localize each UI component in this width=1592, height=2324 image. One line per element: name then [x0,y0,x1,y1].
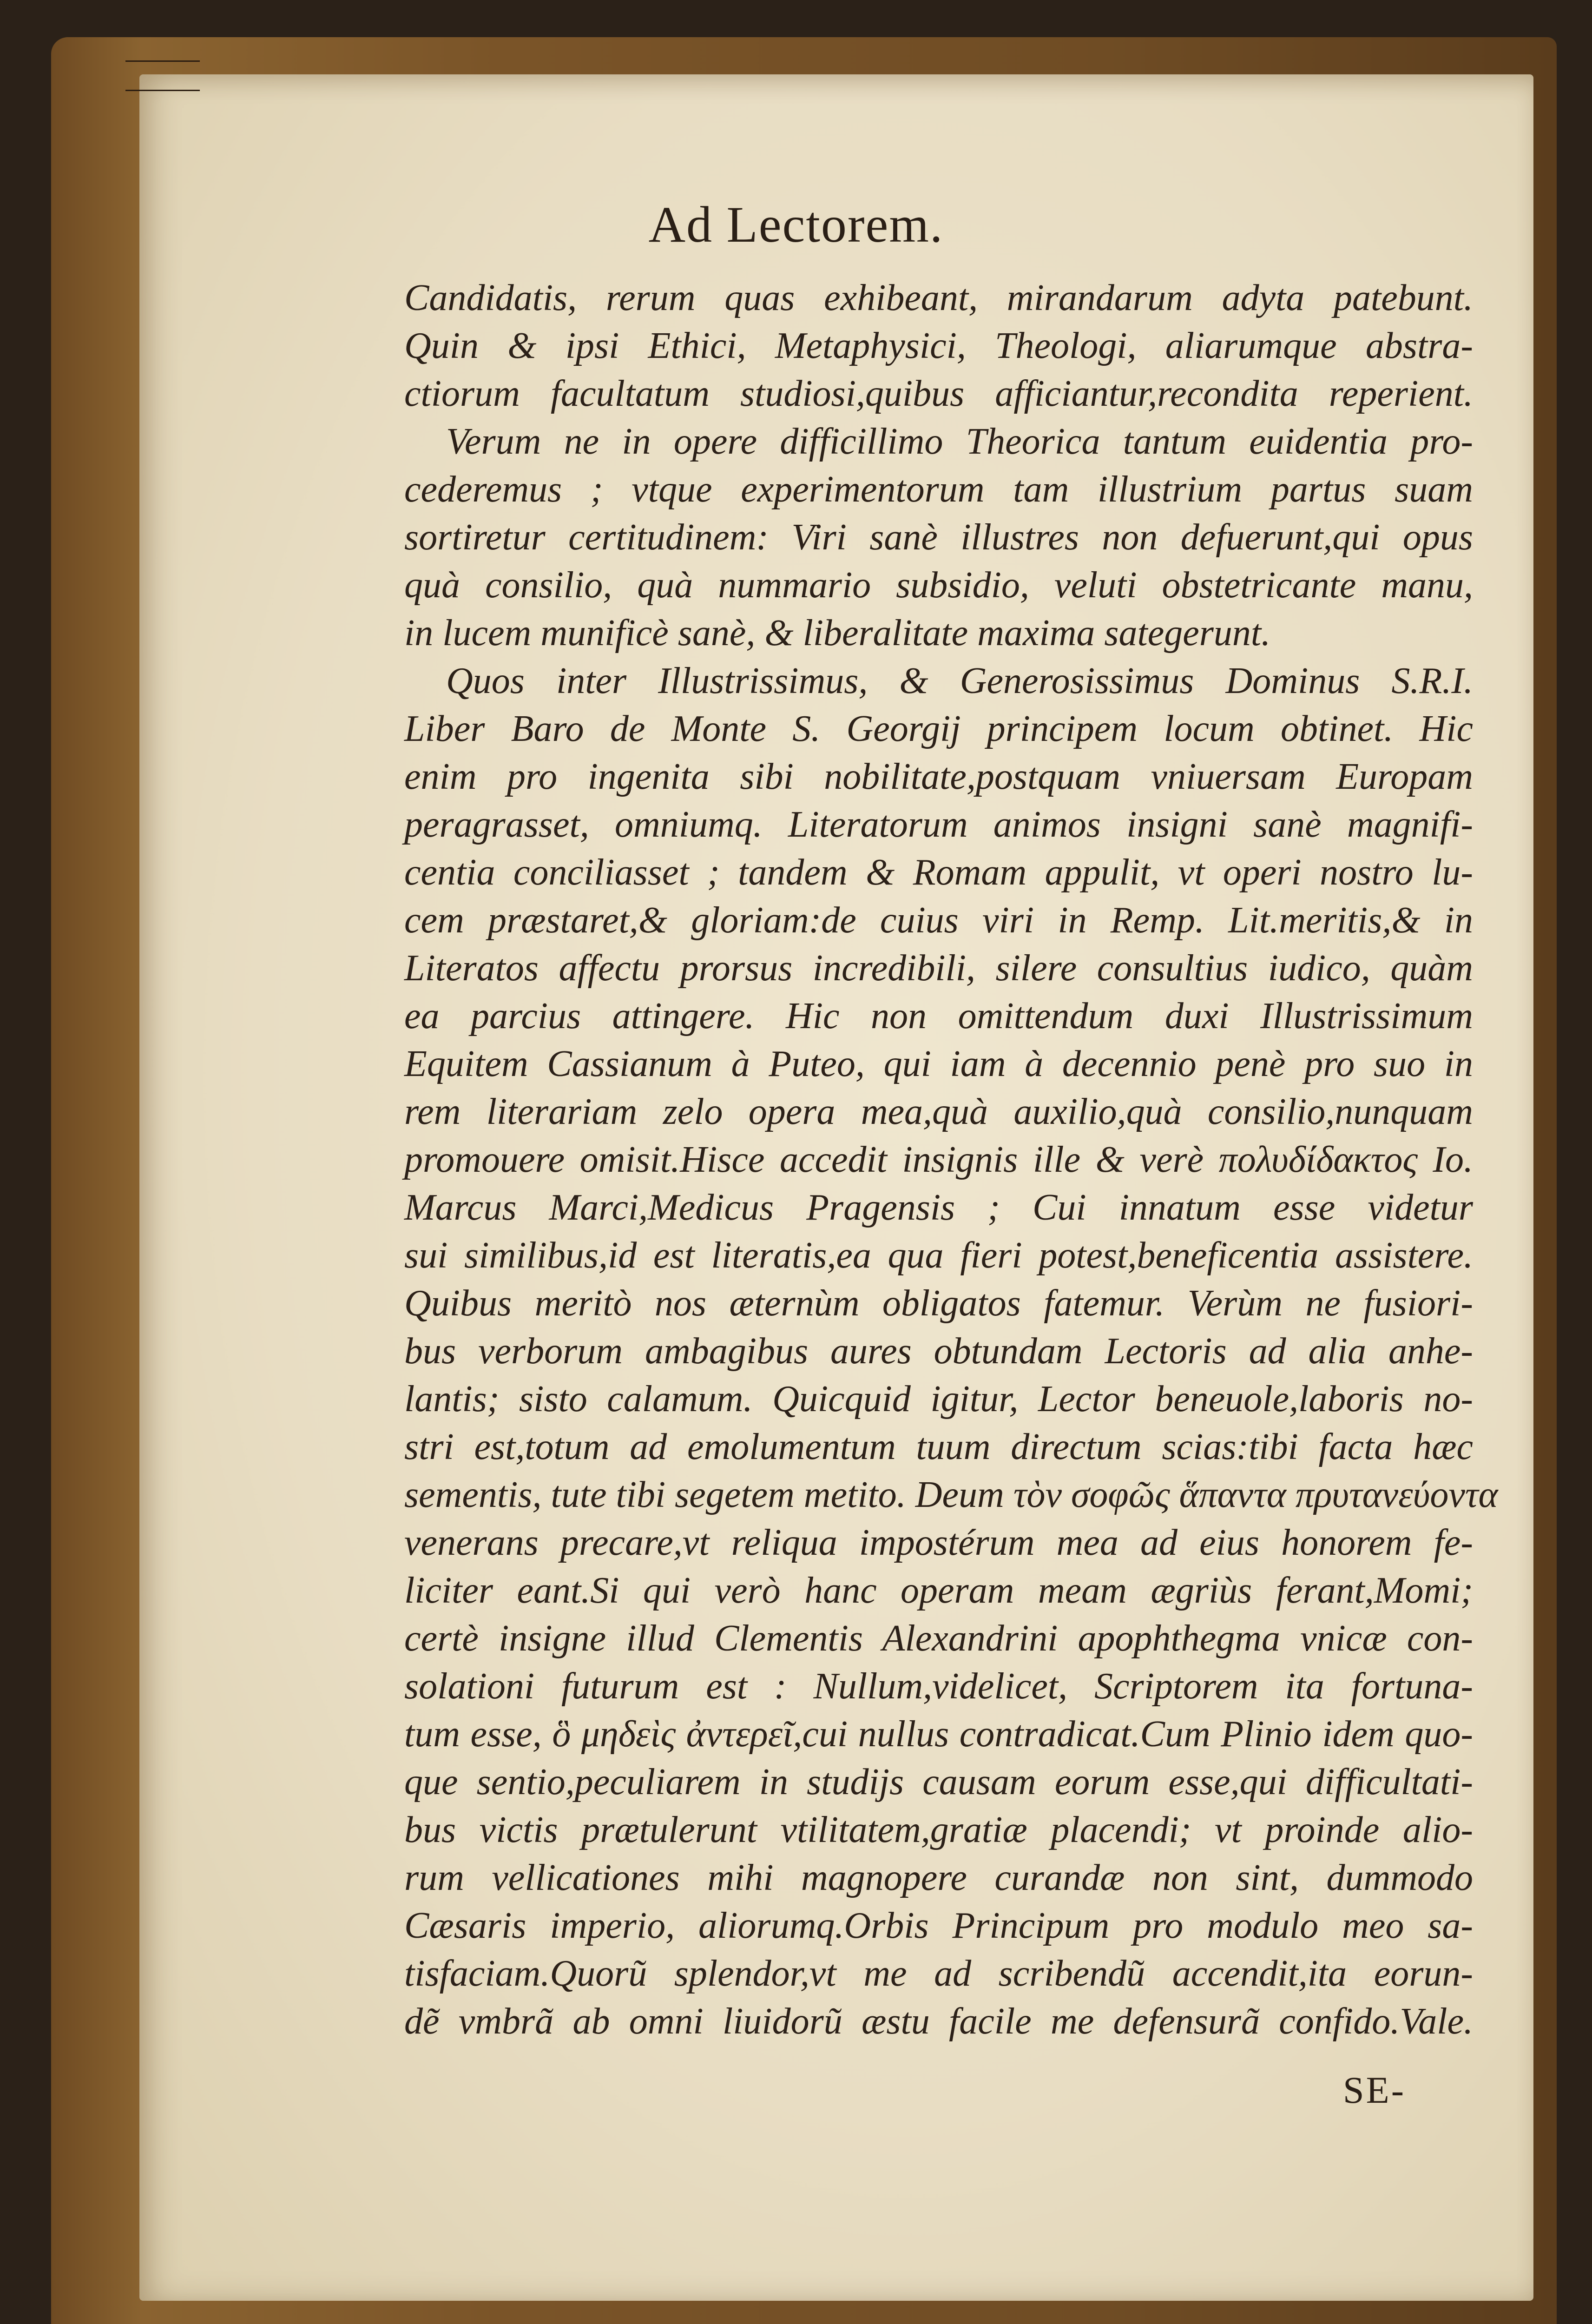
text-line: cem præstaret,& gloriam:de cuius viri in Remp. Lit.meritis,& in [404,900,1473,941]
text-line: Quin & ipsi Ethici, Metaphysici, Theologi, aliarumque abstra- [404,325,1473,366]
text-line: liciter eant.Si qui verò hanc operam meam ægriùs ferant,Momi; [404,1570,1473,1611]
text-line: bus victis prætulerunt vtilitatem,gratiæ placendi; vt proinde alio- [404,1809,1473,1850]
text-line: promouere omisit.Hisce accedit insignis ille & verè πολυδίδακτος Io. [404,1139,1473,1180]
text-line: Literatos affectu prorsus incredibili, silere consultius iudico, quàm [404,948,1473,989]
text-line: quà consilio, quà nummario subsidio, veluti obstetricante manu, [404,565,1473,606]
text-line: Quibus meritò nos æternùm obligatos fatemur. Verùm ne fusiori- [404,1283,1473,1324]
text-line: Marcus Marci,Medicus Pragensis ; Cui innatum esse videtur [404,1187,1473,1228]
text-line: cederemus ; vtque experimentorum tam illustrium partus suam [404,469,1473,510]
text-line: ea parcius attingere. Hic non omittendum duxi Illustrissimum [404,996,1473,1037]
text-line: Liber Baro de Monte S. Georgij principem locum obtinet. Hic [404,708,1473,749]
text-line: bus verborum ambagibus aures obtundam Lectoris ad alia anhe- [404,1331,1473,1372]
body-text [404,274,1498,2046]
text-line: que sentio,peculiarem in studijs causam eorum esse,qui difficultati- [404,1762,1473,1802]
text-line: sementis, tute tibi segetem metito. Deum τὸν σοφῶς ἅπαντα πρυτανεύοντα [404,1474,1498,1515]
text-line: in lucem munificè sanè, & liberalitate maxima sategerunt. [404,613,1271,654]
text-line: Cæsaris imperio, aliorumq.Orbis Principum pro modulo meo sa- [404,1905,1473,1946]
text-line: tisfaciam.Quorũ splendor,vt me ad scribendũ accendit,ita eorun- [404,1953,1473,1994]
text-line: Equitem Cassianum à Puteo, qui iam à decennio penè pro suo in [404,1043,1473,1084]
page-heading: Ad Lectorem. [648,196,944,253]
text-line: sortiretur certitudinem: Viri sanè illustres non defuerunt,qui opus [404,517,1473,558]
catchword: SE- [1343,2069,1406,2111]
text-line: centia conciliasset ; tandem & Romam appulit, vt operi nostro lu- [404,852,1473,893]
text-line: Quos inter Illustrissimus, & Generosissimus Dominus S.R.I. [446,660,1473,701]
text-line: lantis; sisto calamum. Quicquid igitur, Lector beneuole,laboris no- [404,1379,1473,1419]
text-line: solationi futurum est : Nullum,videlicet, Scriptorem ita fortuna- [404,1666,1473,1707]
text-line: rem literariam zelo opera mea,quà auxilio,quà consilio,nunquam [404,1091,1473,1132]
ruled-margin-mark [125,60,200,91]
text-line: rum vellicationes mihi magnopere curandæ non sint, dummodo [404,1857,1473,1898]
text-line: Verum ne in opere difficillimo Theorica tantum euidentia pro- [446,421,1473,462]
text-line: ctiorum facultatum studiosi,quibus afficiantur,recondita reperient. [404,373,1473,414]
text-line: enim pro ingenita sibi nobilitate,postquam vniuersam Europam [404,756,1473,797]
text-line: Candidatis, rerum quas exhibeant, mirandarum adyta patebunt. [404,277,1473,318]
text-line: certè insigne illud Clementis Alexandrini apophthegma vnicæ con- [404,1618,1473,1659]
text-line: peragrasset, omniumq. Literatorum animos insigni sanè magnifi- [404,804,1473,845]
text-line: sui similibus,id est literatis,ea qua fieri potest,beneficentia assistere. [404,1235,1473,1276]
text-line: venerans precare,vt reliqua impostérum mea ad eius honorem fe- [404,1522,1473,1563]
text-line: stri est,totum ad emolumentum tuum directum scias:tibi facta hæc [404,1426,1473,1467]
text-line: tum esse, ὃ μηδεὶς ἀντερεῖ,cui nullus contradicat.Cum Plinio idem quo- [404,1714,1473,1755]
text-line: dẽ vmbrã ab omni liuidorũ æstu facile me defensurã confido.Vale. [404,2001,1473,2042]
